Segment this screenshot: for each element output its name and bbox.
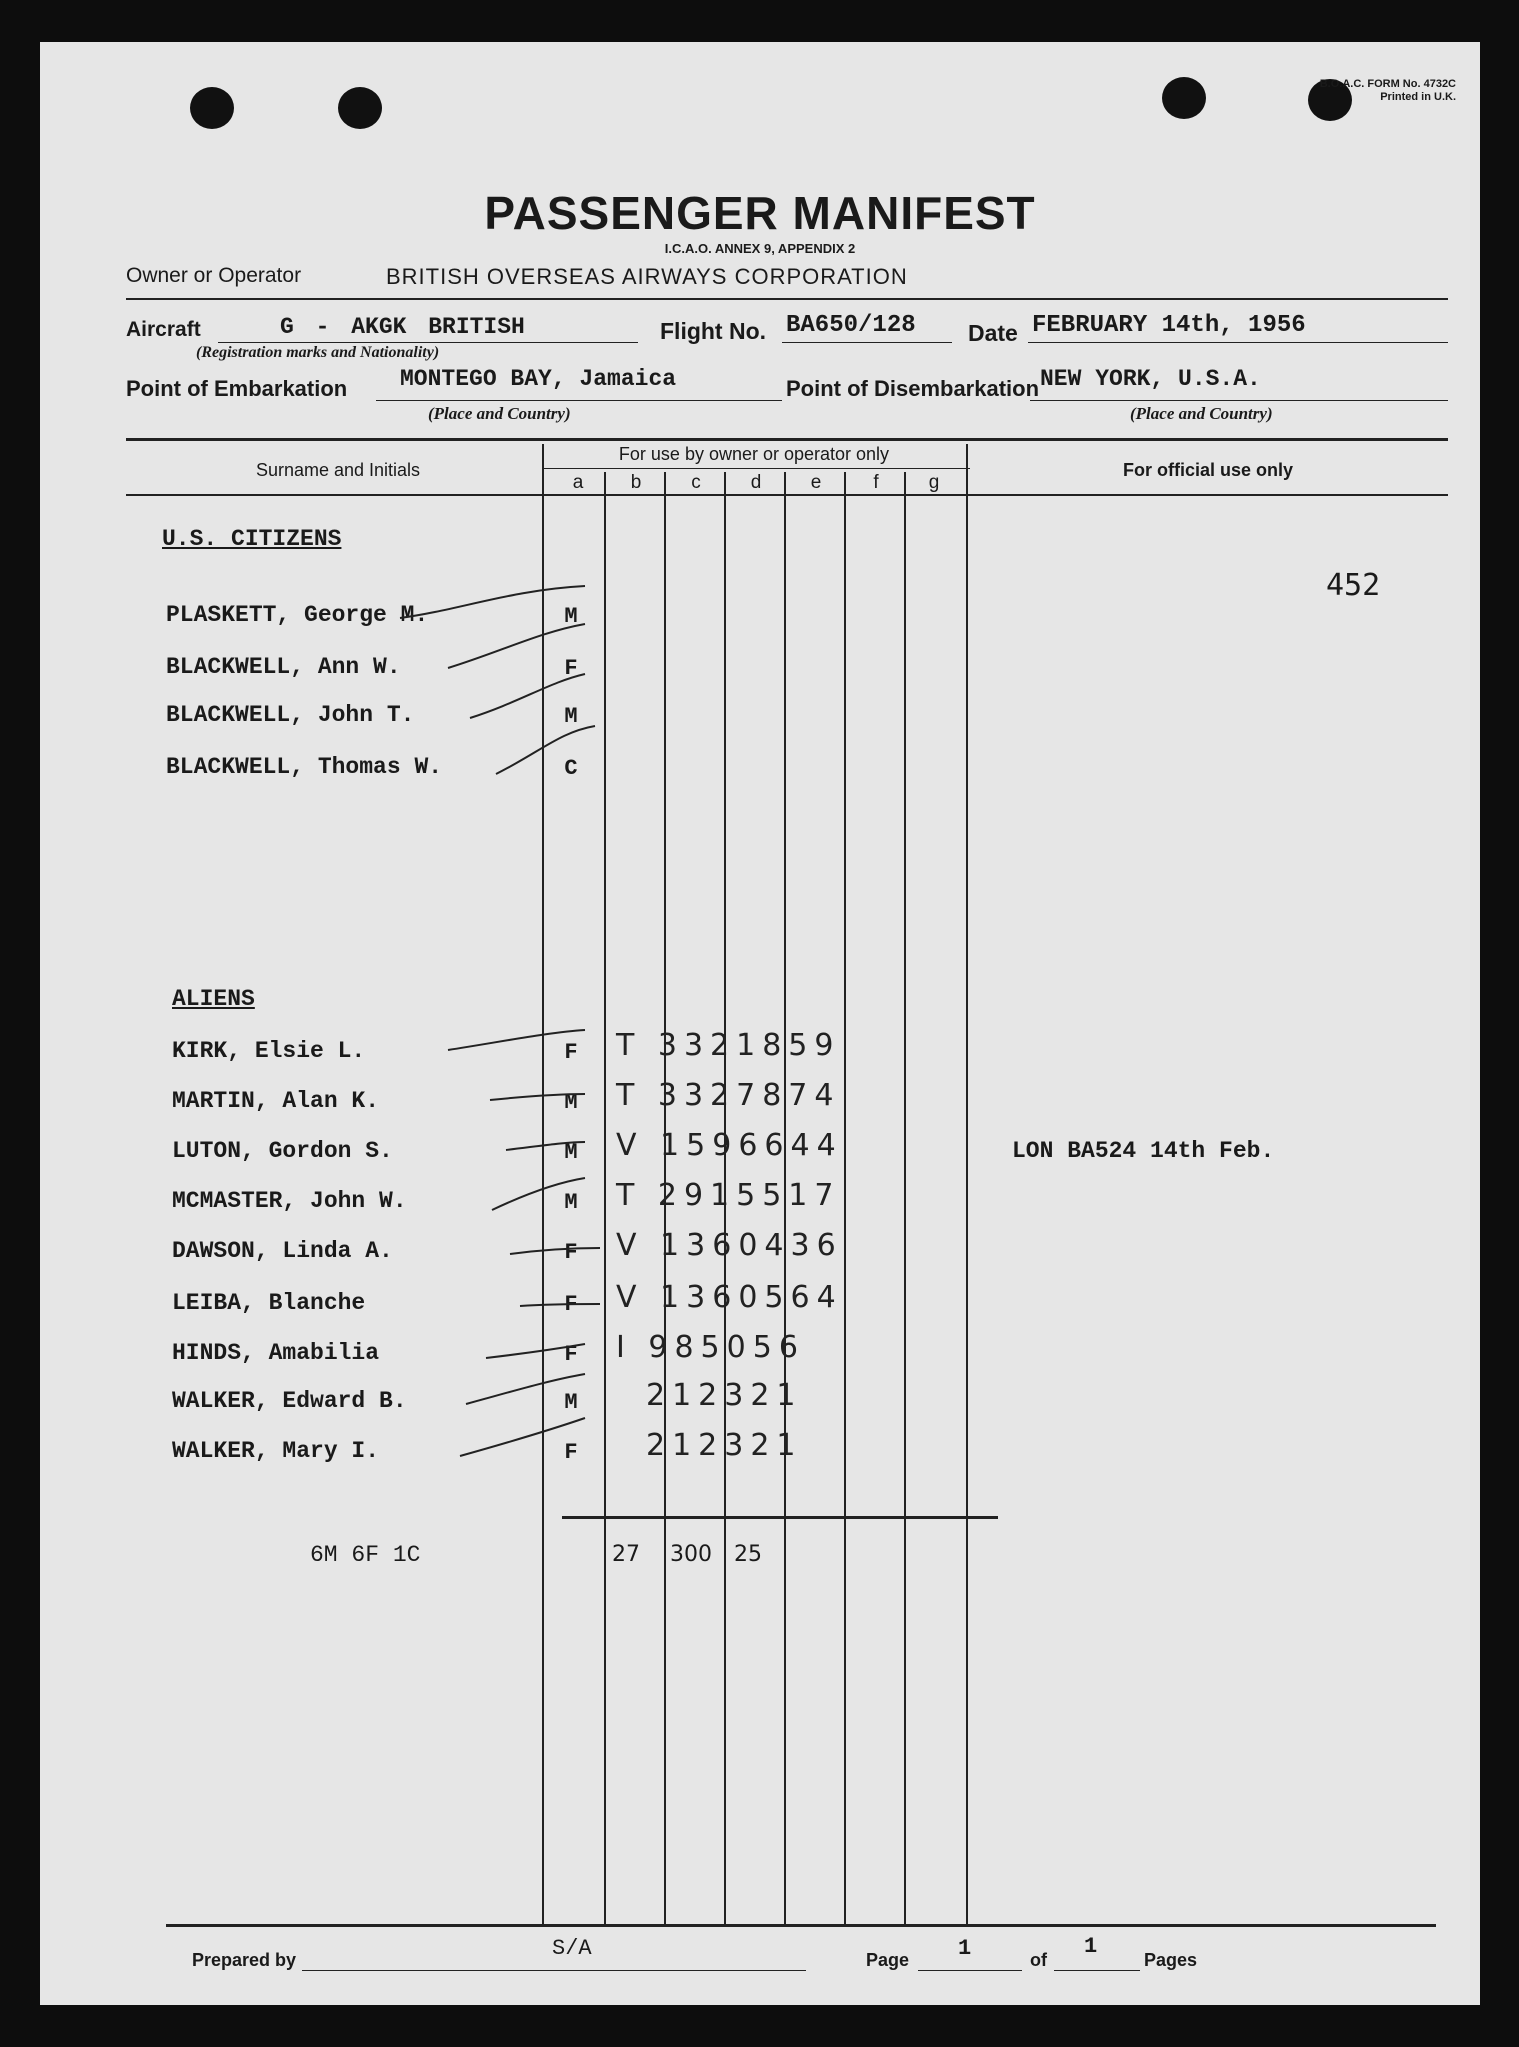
stroke-9 xyxy=(510,1248,600,1254)
stroke-7 xyxy=(506,1142,585,1150)
total-col-c: 300 xyxy=(670,1542,712,1567)
alien-8-sex: M xyxy=(564,1390,578,1415)
pages-label: Pages xyxy=(1144,1950,1198,1970)
form-code: B.O.A.C. FORM No. 4732C xyxy=(1319,78,1456,90)
flight-value: BA650/128 xyxy=(786,312,916,339)
owner-value: BRITISH OVERSEAS AIRWAYS CORPORATION xyxy=(386,264,908,289)
alien-2-sex: M xyxy=(564,1090,578,1115)
page-underline xyxy=(918,1970,1022,1971)
us-passenger-3-sex: M xyxy=(564,704,578,729)
alien-1-document: T 3321859 xyxy=(616,1028,841,1063)
col-c-header: c xyxy=(691,472,701,493)
embark-value: MONTEGO BAY, Jamaica xyxy=(400,366,677,392)
alien-5-name: DAWSON, Linda A. xyxy=(172,1238,393,1264)
flight-label: Flight No. xyxy=(660,318,767,344)
aircraft-caption: (Registration marks and Nationality) xyxy=(196,344,440,361)
of-label: of xyxy=(1030,1950,1047,1970)
page-value: 1 xyxy=(958,1936,972,1961)
official-header: For official use only xyxy=(1122,460,1294,480)
embark-caption: (Place and Country) xyxy=(428,404,571,423)
alien-5-sex: F xyxy=(564,1240,578,1265)
alien-4-document: T 2915517 xyxy=(616,1178,841,1213)
page-label: Page xyxy=(866,1950,910,1970)
footer-rule xyxy=(166,1924,1436,1927)
us-passenger-4-name: BLACKWELL, Thomas W. xyxy=(166,754,443,780)
form-subtitle: I.C.A.O. ANNEX 9, APPENDIX 2 xyxy=(664,241,856,256)
stroke-6 xyxy=(490,1094,585,1100)
us-passenger-3-name: BLACKWELL, John T. xyxy=(166,702,415,728)
disembark-value: NEW YORK, U.S.A. xyxy=(1040,366,1261,392)
col-a-header: a xyxy=(572,472,584,493)
stroke-5 xyxy=(448,1030,585,1050)
operator-header: For use by owner or operator only xyxy=(618,444,890,464)
col-e-header: e xyxy=(810,472,822,493)
embark-label: Point of Embarkation xyxy=(126,376,348,401)
manifest-sheet xyxy=(40,42,1480,2005)
total-col-b: 27 xyxy=(612,1542,640,1567)
stroke-8 xyxy=(492,1178,585,1210)
prepared-label: Prepared by xyxy=(192,1950,297,1970)
alien-2-document: T 3327874 xyxy=(616,1078,841,1113)
total-col-d: 25 xyxy=(734,1542,762,1567)
prepared-value: S/A xyxy=(552,1936,592,1961)
alien-6-name: LEIBA, Blanche xyxy=(172,1290,366,1316)
alien-9-name: WALKER, Mary I. xyxy=(172,1438,380,1464)
sheet-number: 452 xyxy=(1326,568,1381,603)
alien-3-sex: M xyxy=(564,1140,578,1165)
of-value: 1 xyxy=(1084,1934,1098,1959)
alien-7-sex: F xyxy=(564,1342,578,1367)
col-g-header: g xyxy=(928,472,940,493)
alien-6-document: V 1360564 xyxy=(616,1280,843,1315)
owner-label: Owner or Operator xyxy=(126,264,302,287)
alien-8-document: 212321 xyxy=(646,1378,803,1413)
aliens-heading: ALIENS xyxy=(172,986,255,1012)
col-d-header: d xyxy=(750,472,762,493)
stroke-13 xyxy=(460,1418,585,1456)
us-passenger-4-sex: C xyxy=(564,756,578,781)
surname-header: Surname and Initials xyxy=(255,460,421,480)
form-title: PASSENGER MANIFEST xyxy=(484,187,1036,239)
date-label: Date xyxy=(968,320,1018,346)
alien-4-sex: M xyxy=(564,1190,578,1215)
alien-1-name: KIRK, Elsie L. xyxy=(172,1038,366,1064)
totals-rule xyxy=(562,1516,998,1519)
of-underline xyxy=(1054,1970,1140,1971)
date-value: FEBRUARY 14th, 1956 xyxy=(1032,312,1306,339)
alien-7-document: I 985056 xyxy=(616,1330,805,1365)
alien-4-name: MCMASTER, John W. xyxy=(172,1188,407,1214)
us-passenger-1-sex: M xyxy=(564,604,578,629)
aircraft-label: Aircraft xyxy=(126,318,201,341)
alien-9-sex: F xyxy=(564,1440,578,1465)
disembark-label: Point of Disembarkation xyxy=(786,376,1040,401)
stroke-3 xyxy=(470,674,585,718)
alien-9-document: 212321 xyxy=(646,1428,803,1463)
handwritten-strokes xyxy=(40,42,1480,2005)
alien-2-name: MARTIN, Alan K. xyxy=(172,1088,380,1114)
us-passenger-2-sex: F xyxy=(564,656,578,681)
aircraft-value: G - AKGK BRITISH xyxy=(280,314,525,340)
form-printed: Printed in U.K. xyxy=(1380,91,1456,103)
col-f-header: f xyxy=(873,472,879,493)
us-passenger-1-name: PLASKETT, George M. xyxy=(166,602,429,628)
alien-3-official-note: LON BA524 14th Feb. xyxy=(1012,1138,1275,1164)
stroke-10 xyxy=(520,1304,600,1306)
alien-3-document: V 1596644 xyxy=(616,1128,843,1163)
stroke-4 xyxy=(496,726,595,774)
alien-1-sex: F xyxy=(564,1040,578,1065)
col-b-header: b xyxy=(630,472,642,493)
us-passenger-2-name: BLACKWELL, Ann W. xyxy=(166,654,401,680)
us-citizens-heading: U.S. CITIZENS xyxy=(162,526,342,552)
disembark-caption: (Place and Country) xyxy=(1130,404,1273,423)
stroke-11 xyxy=(486,1344,585,1358)
alien-8-name: WALKER, Edward B. xyxy=(172,1388,407,1414)
alien-5-document: V 1360436 xyxy=(616,1228,843,1263)
stroke-12 xyxy=(466,1374,585,1404)
prepared-underline xyxy=(302,1970,806,1971)
stroke-2 xyxy=(448,624,585,668)
alien-3-name: LUTON, Gordon S. xyxy=(172,1138,393,1164)
totals-summary: 6M 6F 1C xyxy=(310,1542,421,1568)
alien-7-name: HINDS, Amabilia xyxy=(172,1340,380,1366)
alien-6-sex: F xyxy=(564,1292,578,1317)
stroke-1 xyxy=(400,586,585,618)
